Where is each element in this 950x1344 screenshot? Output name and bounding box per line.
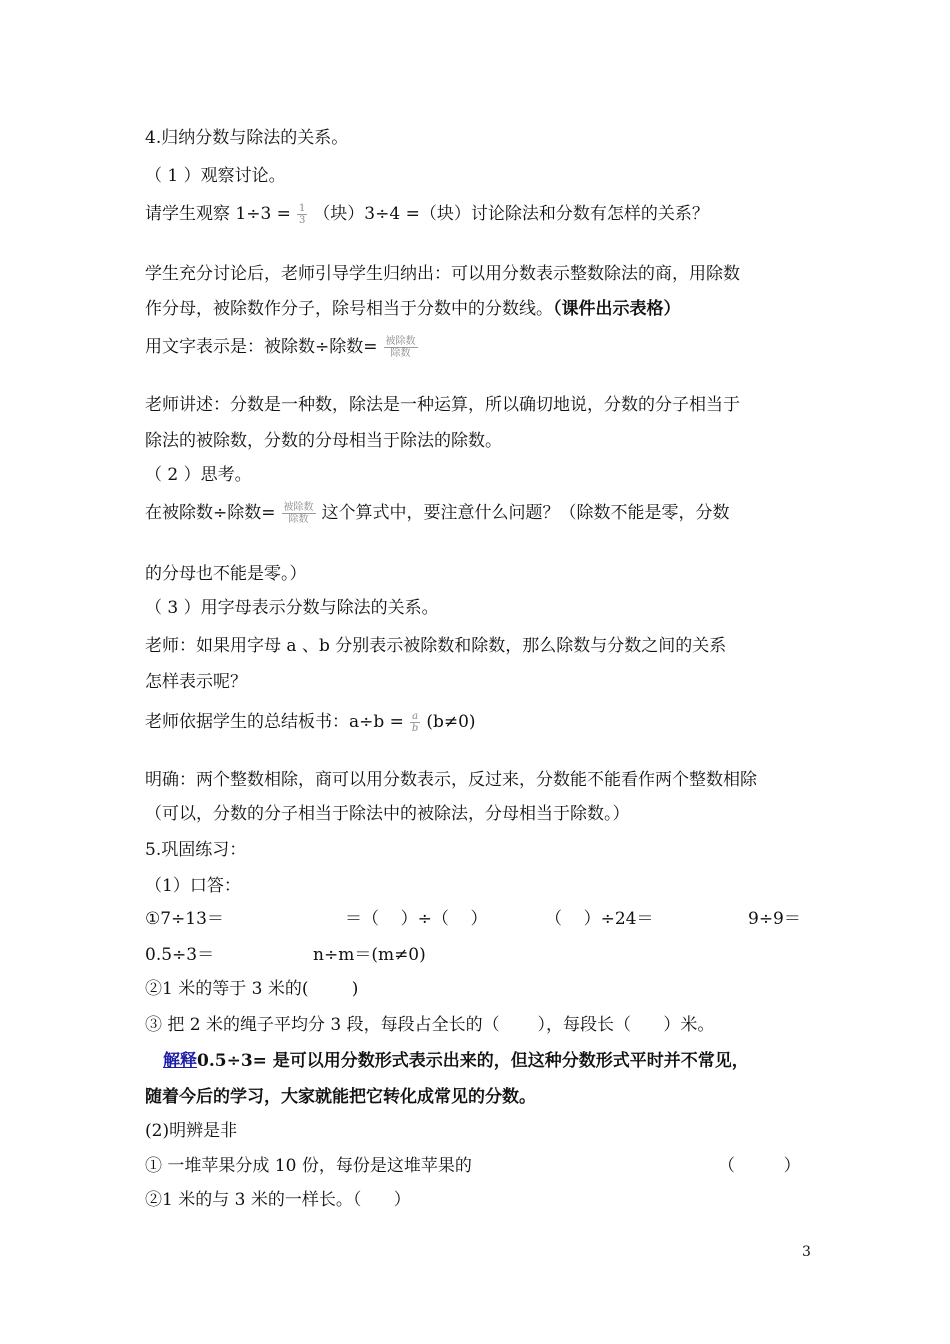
- fraction-a-over-b: $\frac{a}{b}$: [411, 711, 419, 734]
- judge-q1-blank: （ ）: [718, 1156, 801, 1176]
- judge-heading: (2)明辨是非: [145, 1121, 238, 1141]
- exercise-q1-d: 9÷9＝: [748, 909, 801, 929]
- letters-line-1: 老师：如果用字母 a 、b 分别表示被除数和除数，那么除数与分数之间的关系: [145, 636, 727, 656]
- think-line-2: 的分母也不能是零。）: [145, 564, 307, 584]
- subsection-2: （ 2 ）思考。: [145, 465, 252, 485]
- clarify-line-1: 明确：两个整数相除，商可以用分数表示，反过来，分数能不能看作两个整数相除: [145, 770, 757, 790]
- exercise-q1-f: n÷m＝(m≠0): [313, 945, 426, 965]
- fraction-dividend-divisor-2: $\frac{\text{被除数}}{\text{除数}}$: [283, 502, 314, 525]
- section-5-heading: 5.巩固练习：: [145, 840, 247, 860]
- exercise-q2: ②1 米的等于 3 米的( ): [145, 979, 359, 999]
- summary-line-1: 学生充分讨论后，老师引导学生归纳出：可以用分数表示整数除法的商，用除数: [145, 264, 740, 284]
- letters-line-2: 怎样表示呢？: [145, 672, 247, 692]
- teacher-line-2: 除法的被除数，分数的分母相当于除法的除数。: [145, 431, 502, 451]
- oral-heading: （1）口答：: [145, 876, 241, 896]
- exercise-q1-b: ＝（ ）÷（ ）: [345, 909, 488, 929]
- fraction-dividend-divisor: $\frac{\text{被除数}}{\text{除数}}$: [385, 336, 416, 359]
- fraction-one-third: $\frac{1}{3}$: [298, 203, 306, 226]
- observe-line: 请学生观察 1÷3 = $\frac{1}{3}$ （块）3÷4 =（块）讨论除法和分数有怎样的关系？: [145, 203, 709, 226]
- judge-q1: ① 一堆苹果分成 10 份，每份是这堆苹果的: [145, 1156, 472, 1176]
- exercise-q1-e: 0.5÷3＝: [145, 945, 215, 965]
- think-line: 在被除数÷除数= $\frac{\text{被除数}}{\text{除数}}$ 这个算式中，要注意什么问题？（除数不能是零，分数: [145, 502, 730, 525]
- explain-line-2: 随着今后的学习，大家就能把它转化成常见的分数。: [145, 1087, 536, 1107]
- page-number: 3: [802, 1244, 811, 1260]
- exercise-q3: ③ 把 2 米的绳子平均分 3 段，每段占全长的（ ），每段长（ ）米。: [145, 1015, 715, 1035]
- words-formula-line: 用文字表示是：被除数÷除数= $\frac{\text{被除数}}{\text{除数}}$: [145, 336, 416, 359]
- teacher-line-1: 老师讲述：分数是一种数，除法是一种运算，所以确切地说，分数的分子相当于: [145, 395, 740, 415]
- clarify-line-2: （可以，分数的分子相当于除法中的被除法，分母相当于除数。）: [145, 804, 630, 824]
- exercise-q1-c: （ ）÷24＝: [545, 909, 654, 929]
- exercise-q1-a: ①7÷13＝: [145, 909, 224, 929]
- board-line: 老师依据学生的总结板书：a÷b = $\frac{a}{b}$ (b≠0): [145, 711, 476, 734]
- summary-line-2: 作分母，被除数作分子，除号相当于分数中的分数线。（课件出示表格）: [145, 299, 681, 319]
- explain-line-1: 解释0.5÷3= 是可以用分数形式表示出来的，但这种分数形式平时并不常见，: [163, 1051, 749, 1071]
- judge-q2: ②1 米的与 3 米的一样长。（ ）: [145, 1190, 411, 1210]
- subsection-3: （ 3 ）用字母表示分数与除法的关系。: [145, 598, 439, 618]
- section-4-heading: 4.归纳分数与除法的关系。: [145, 128, 349, 148]
- subsection-1: （ 1 ）观察讨论。: [145, 166, 286, 186]
